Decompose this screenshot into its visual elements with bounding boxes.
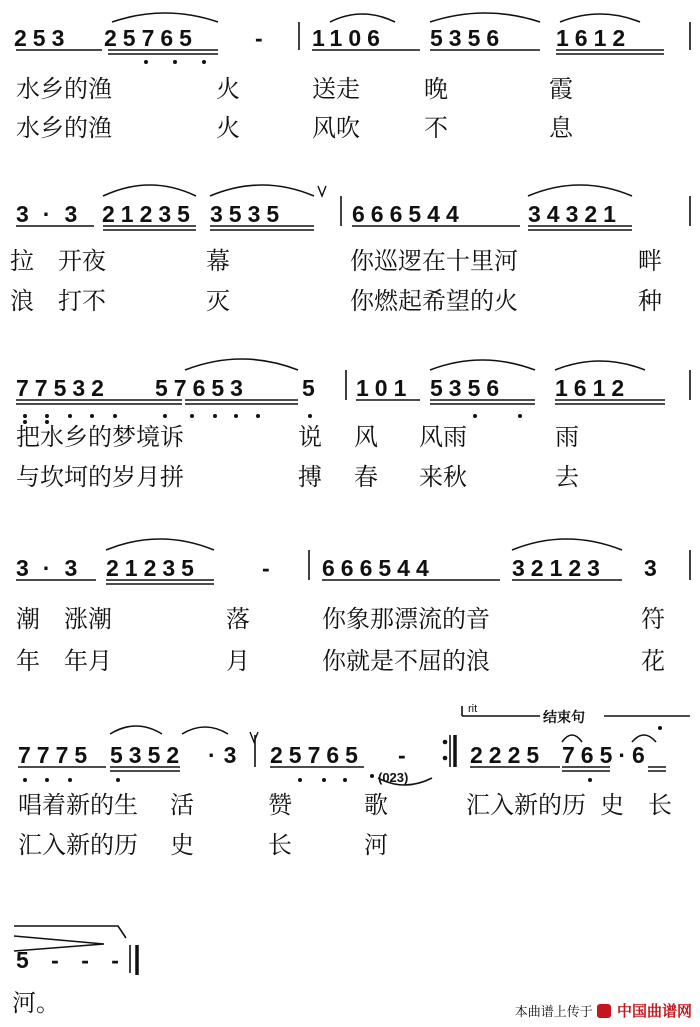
upload-note: 本曲谱上传于 [514,1005,593,1020]
lyric-seg: 幕 [206,247,230,275]
notes-s2-c: 3535 [210,201,286,227]
lyric-seg: 年 [16,647,40,675]
lyric-seg: 不 [424,114,448,142]
lyric-seg: 风雨 [419,423,467,451]
lyric-seg: 你巡逻在十里河 [350,247,518,275]
lyric-seg: 潮 [16,605,40,633]
lyric-seg: 活 [170,791,194,819]
notes-s1-c: - [255,25,263,51]
lyric-2a [10,247,662,275]
lyric-1b [16,114,573,142]
lyric-seg: 浪 [10,287,34,315]
lyric-seg: 汇入新的历 [18,831,138,859]
lyric-2b [10,287,662,315]
lyric-seg: 说 [298,423,322,451]
notes-s4-a: 3·3 [16,555,92,581]
lyric-seg: 长 [268,831,292,859]
notes-s2-d: 666544 [352,201,465,227]
notes-s4-b: 21235 [106,555,200,581]
notes-s1-a: 253 [14,25,71,51]
site-link[interactable]: 中国曲谱网 [616,1002,692,1020]
notes-s4-d: 666544 [322,555,435,581]
lyric-seg: 晚 [424,75,448,103]
lyric-seg: 火 [216,114,240,142]
ending-label: 结束句 [543,709,585,725]
lyric-6 [12,990,60,1016]
lyric-seg: 雨 [555,423,579,451]
notes-s3-a: 77532 [16,375,110,401]
notes-s3-e: 5356 [430,375,506,401]
notes-s2-a: 3·3 [16,201,92,227]
lyric-seg: 风吹 [312,114,360,142]
lyric-seg: 长 [648,791,672,819]
lyric-1a [16,75,573,103]
notes-s1-d: 1106 [312,25,386,51]
notes-s5-h: 765·6 [562,742,651,768]
footer-credit [515,1000,692,1021]
notes-s1-f: 1612 [556,25,632,51]
lyric-4a [16,605,665,633]
lyric-4b [16,647,665,675]
lyric-3a [16,423,579,451]
notes-s5-c: ·3 [208,742,245,768]
lyric-seg: 落 [226,605,250,633]
lyric-seg: 河 [364,831,388,859]
lyric-seg: 赞 [268,791,292,819]
notes-s3-f: 1612 [555,375,631,401]
notes-s4-c: - [262,555,270,581]
lyric-seg: 开夜 [58,247,106,275]
lyric-seg: 霞 [549,75,573,103]
notes-s5-g: 2225 [470,742,546,768]
lyric-seg: 息 [549,114,573,142]
lyric-seg: 史 [600,791,624,819]
lyric-seg: 春 [354,463,378,491]
lyric-seg: 来秋 [419,463,467,491]
lyric-5a [18,791,672,819]
lyric-seg: 风 [354,423,378,451]
lyric-seg: 你燃起希望的火 [350,287,518,315]
lyric-seg: 搏 [298,463,322,491]
lyric-seg: 送走 [312,75,360,103]
lyric-seg: 把水乡的梦境诉 [16,423,184,451]
lyric-seg: 种 [638,287,662,315]
lyric-seg: 你象那漂流的音 [322,605,490,633]
lyric-seg: 年月 [64,647,112,675]
lyric-seg: 月 [226,647,250,675]
notes-s4-e: 32123 [512,555,606,581]
lyric-seg: 畔 [638,247,662,275]
lyric-seg: 灭 [206,287,230,315]
notes-s5-b: 5352 [110,742,186,768]
notes-s5-f: (023) [378,770,409,785]
lyric-3b [16,463,579,491]
notes-s3-b: 57653 [155,375,249,401]
lyric-seg: 歌 [364,791,388,819]
site-logo-icon [597,1004,611,1018]
notes-s3-c: 5 [302,375,315,401]
notes-s5-e: - [398,742,406,768]
notes-s1-b: 25765 [104,25,198,51]
lyric-seg: 水乡的渔 [16,114,112,142]
notes-s1-e: 5356 [430,25,506,51]
lyric-seg: 与坎坷的岁月拼 [16,463,184,491]
lyric-seg: 汇入新的历 [466,791,586,819]
lyric-seg: 唱着新的生 [18,791,138,819]
lyric-seg: 你就是不屈的浪 [322,647,490,675]
lyric-5b [18,831,388,859]
notes-s2-e: 34321 [528,201,622,227]
lyric-seg: 打不 [58,287,106,315]
tempo-mark: rit [468,703,478,715]
lyric-seg: 花 [641,647,665,675]
notes-s5-a: 7775 [18,742,94,768]
lyric-seg: 拉 [10,247,34,275]
lyric-seg: 水乡的渔 [16,75,112,103]
notes-s2-b: 21235 [102,201,196,227]
lyric-seg: 火 [216,75,240,103]
notes-s6-a: 5 - - - [16,947,127,973]
notes-s4-f: 3 [644,555,657,581]
lyric-seg: 河。 [12,989,60,1017]
notes-s3-d: 101 [356,375,413,401]
lyric-seg: 去 [555,463,579,491]
lyric-seg: 涨潮 [64,605,112,633]
lyric-seg: 史 [170,831,194,859]
lyric-seg: 符 [641,605,665,633]
notes-s5-d: 25765 [270,742,364,768]
